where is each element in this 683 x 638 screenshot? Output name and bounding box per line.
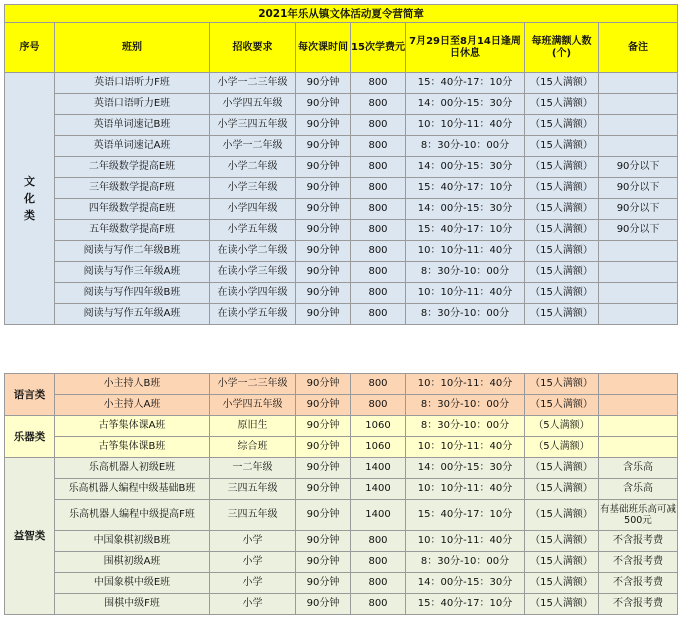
cell-time: 10：10分-11：40分 [406, 241, 525, 262]
category-puzzle: 益智类 [5, 458, 55, 615]
cell-remark: 90分以下 [599, 220, 678, 241]
header-seq: 序号 [5, 23, 55, 73]
cell-fee: 1400 [351, 500, 406, 531]
cell-requirement: 小学一二三年级 [210, 73, 296, 94]
cell-remark: 含乐高 [599, 458, 678, 479]
cell-capacity: （5人满额） [525, 437, 599, 458]
header-schedule: 7月29日至8月14日逢周日休息 [406, 23, 525, 73]
cell-duration: 90分钟 [296, 395, 351, 416]
cell-duration: 90分钟 [296, 552, 351, 573]
cell-time: 8：30分-10：00分 [406, 552, 525, 573]
cell-class: 古筝集体课B班 [55, 437, 210, 458]
cell-fee: 800 [351, 220, 406, 241]
table-row [5, 136, 678, 157]
table-row [5, 395, 678, 416]
category-culture: 文 化 类 [5, 73, 55, 325]
cell-fee: 800 [351, 241, 406, 262]
cell-duration: 90分钟 [296, 178, 351, 199]
cell-class: 小主持人A班 [55, 395, 210, 416]
cell-requirement: 小学三四五年级 [210, 115, 296, 136]
cell-class: 中国象棋初级B班 [55, 531, 210, 552]
cell-remark [599, 73, 678, 94]
cell-duration: 90分钟 [296, 416, 351, 437]
header-capacity: 每班满额人数(个) [525, 23, 599, 73]
cell-requirement: 小学 [210, 573, 296, 594]
cell-remark [599, 437, 678, 458]
cell-capacity: （15人满额） [525, 178, 599, 199]
cell-duration: 90分钟 [296, 157, 351, 178]
cell-fee: 800 [351, 594, 406, 615]
table-row [5, 531, 678, 552]
cell-capacity: （15人满额） [525, 594, 599, 615]
table-row [5, 416, 678, 437]
cell-capacity: （15人满额） [525, 531, 599, 552]
cell-fee: 800 [351, 573, 406, 594]
cell-requirement: 小学一二三年级 [210, 374, 296, 395]
header-requirement: 招收要求 [210, 23, 296, 73]
cell-class: 二年级数学提高E班 [55, 157, 210, 178]
cell-fee: 800 [351, 73, 406, 94]
cell-remark [599, 94, 678, 115]
table-row [5, 594, 678, 615]
cell-duration: 90分钟 [296, 531, 351, 552]
cell-remark [599, 283, 678, 304]
cell-capacity: （15人满额） [525, 304, 599, 325]
cell-requirement: 小学二年级 [210, 157, 296, 178]
cell-time: 10：10分-11：40分 [406, 479, 525, 500]
cell-duration: 90分钟 [296, 220, 351, 241]
cell-requirement: 小学五年级 [210, 220, 296, 241]
table-row [5, 374, 678, 395]
table-title: 2021年乐从镇文体活动夏令营简章 [5, 5, 678, 23]
cell-remark: 90分以下 [599, 157, 678, 178]
table-row [5, 178, 678, 199]
header-remark: 备注 [599, 23, 678, 73]
cell-remark: 不含报考费 [599, 531, 678, 552]
table-row [5, 283, 678, 304]
cell-duration: 90分钟 [296, 304, 351, 325]
table-row [5, 199, 678, 220]
table-row [5, 262, 678, 283]
cell-requirement: 在读小学二年级 [210, 241, 296, 262]
cell-remark: 不含报考费 [599, 573, 678, 594]
cell-requirement: 在读小学五年级 [210, 304, 296, 325]
cell-remark: 90分以下 [599, 199, 678, 220]
cell-class: 三年级数学提高F班 [55, 178, 210, 199]
table-row [5, 437, 678, 458]
cell-fee: 1400 [351, 479, 406, 500]
schedule-table-main [4, 4, 678, 325]
cell-remark [599, 241, 678, 262]
cell-fee: 1060 [351, 416, 406, 437]
cell-capacity: （15人满额） [525, 500, 599, 531]
cell-requirement: 三四五年级 [210, 479, 296, 500]
cell-capacity: （15人满额） [525, 73, 599, 94]
cell-time: 8：30分-10：00分 [406, 262, 525, 283]
cell-requirement: 在读小学四年级 [210, 283, 296, 304]
cell-requirement: 小学四五年级 [210, 395, 296, 416]
cell-time: 10：10分-11：40分 [406, 437, 525, 458]
cell-time: 10：10分-11：40分 [406, 531, 525, 552]
cell-time: 8：30分-10：00分 [406, 395, 525, 416]
cell-fee: 800 [351, 94, 406, 115]
cell-class: 围棋初级A班 [55, 552, 210, 573]
cell-remark [599, 416, 678, 437]
cell-time: 10：10分-11：40分 [406, 283, 525, 304]
table-row [5, 73, 678, 94]
cell-capacity: （15人满额） [525, 283, 599, 304]
cell-time: 10：10分-11：40分 [406, 374, 525, 395]
cell-requirement: 小学 [210, 594, 296, 615]
cell-duration: 90分钟 [296, 437, 351, 458]
cell-class: 阅读与写作二年级B班 [55, 241, 210, 262]
table-row [5, 157, 678, 178]
header-row [5, 23, 678, 73]
header-class: 班别 [55, 23, 210, 73]
cell-capacity: （15人满额） [525, 199, 599, 220]
cell-class: 五年级数学提高F班 [55, 220, 210, 241]
table-row [5, 241, 678, 262]
cell-duration: 90分钟 [296, 199, 351, 220]
cell-class: 围棋中级F班 [55, 594, 210, 615]
cell-duration: 90分钟 [296, 283, 351, 304]
cell-time: 15：40分-17：10分 [406, 500, 525, 531]
cell-requirement: 小学四五年级 [210, 94, 296, 115]
cell-duration: 90分钟 [296, 94, 351, 115]
cell-fee: 800 [351, 552, 406, 573]
table-row [5, 479, 678, 500]
cell-requirement: 小学四年级 [210, 199, 296, 220]
cell-fee: 800 [351, 115, 406, 136]
cell-requirement: 原旧生 [210, 416, 296, 437]
cell-remark [599, 374, 678, 395]
cell-capacity: （15人满额） [525, 262, 599, 283]
cell-remark: 90分以下 [599, 178, 678, 199]
cell-duration: 90分钟 [296, 374, 351, 395]
cell-class: 古筝集体课A班 [55, 416, 210, 437]
cell-remark [599, 115, 678, 136]
cell-duration: 90分钟 [296, 594, 351, 615]
cell-fee: 1400 [351, 458, 406, 479]
cell-fee: 800 [351, 395, 406, 416]
cell-class: 英语单词速记B班 [55, 115, 210, 136]
schedule-table-extra [4, 373, 678, 615]
cell-class: 英语单词速记A班 [55, 136, 210, 157]
cell-fee: 800 [351, 178, 406, 199]
cell-time: 8：30分-10：00分 [406, 136, 525, 157]
cell-requirement: 一二年级 [210, 458, 296, 479]
cell-capacity: （15人满额） [525, 395, 599, 416]
cell-time: 8：30分-10：00分 [406, 304, 525, 325]
cell-time: 14：00分-15：30分 [406, 458, 525, 479]
cell-time: 14：00分-15：30分 [406, 94, 525, 115]
cell-time: 10：10分-11：40分 [406, 115, 525, 136]
cell-class: 乐高机器人初级E班 [55, 458, 210, 479]
cell-class: 阅读与写作四年级B班 [55, 283, 210, 304]
cell-duration: 90分钟 [296, 500, 351, 531]
cell-duration: 90分钟 [296, 136, 351, 157]
cell-remark [599, 304, 678, 325]
cell-class: 阅读与写作三年级A班 [55, 262, 210, 283]
cell-duration: 90分钟 [296, 241, 351, 262]
table-row [5, 500, 678, 531]
cell-capacity: （15人满额） [525, 479, 599, 500]
cell-class: 乐高机器人编程中级提高F班 [55, 500, 210, 531]
table-row [5, 573, 678, 594]
cell-capacity: （15人满额） [525, 136, 599, 157]
cell-time: 14：00分-15：30分 [406, 199, 525, 220]
category-instrument: 乐器类 [5, 416, 55, 458]
cell-capacity: （15人满额） [525, 220, 599, 241]
cell-requirement: 在读小学三年级 [210, 262, 296, 283]
cell-remark: 不含报考费 [599, 594, 678, 615]
cell-time: 14：00分-15：30分 [406, 157, 525, 178]
cell-requirement: 综合班 [210, 437, 296, 458]
cell-fee: 800 [351, 157, 406, 178]
cell-requirement: 小学一二年级 [210, 136, 296, 157]
cell-time: 15：40分-17：10分 [406, 73, 525, 94]
cell-remark: 不含报考费 [599, 552, 678, 573]
cell-fee: 800 [351, 374, 406, 395]
cell-class: 小主持人B班 [55, 374, 210, 395]
table-row [5, 94, 678, 115]
cell-capacity: （15人满额） [525, 241, 599, 262]
cell-requirement: 小学 [210, 552, 296, 573]
cell-capacity: （5人满额） [525, 416, 599, 437]
cell-duration: 90分钟 [296, 115, 351, 136]
cell-capacity: （15人满额） [525, 573, 599, 594]
cell-time: 14：00分-15：30分 [406, 573, 525, 594]
cell-remark [599, 395, 678, 416]
cell-fee: 800 [351, 262, 406, 283]
cell-duration: 90分钟 [296, 573, 351, 594]
cell-time: 15：40分-17：10分 [406, 178, 525, 199]
cell-fee: 800 [351, 304, 406, 325]
cell-class: 乐高机器人编程中级基础B班 [55, 479, 210, 500]
cell-requirement: 小学三年级 [210, 178, 296, 199]
cell-time: 15：40分-17：10分 [406, 220, 525, 241]
table-row [5, 458, 678, 479]
table-row [5, 115, 678, 136]
cell-capacity: （15人满额） [525, 374, 599, 395]
header-duration: 每次课时间 [296, 23, 351, 73]
table-row [5, 220, 678, 241]
cell-duration: 90分钟 [296, 479, 351, 500]
cell-time: 15：40分-17：10分 [406, 594, 525, 615]
cell-capacity: （15人满额） [525, 458, 599, 479]
cell-remark [599, 136, 678, 157]
cell-fee: 800 [351, 136, 406, 157]
cell-fee: 800 [351, 199, 406, 220]
cell-requirement: 小学 [210, 531, 296, 552]
cell-duration: 90分钟 [296, 458, 351, 479]
header-fee: 15次学费元 [351, 23, 406, 73]
cell-requirement: 三四五年级 [210, 500, 296, 531]
cell-remark [599, 262, 678, 283]
cell-capacity: （15人满额） [525, 157, 599, 178]
cell-fee: 1060 [351, 437, 406, 458]
cell-remark: 含乐高 [599, 479, 678, 500]
cell-capacity: （15人满额） [525, 552, 599, 573]
cell-class: 英语口语听力E班 [55, 94, 210, 115]
category-language: 语言类 [5, 374, 55, 416]
table-row [5, 552, 678, 573]
cell-fee: 800 [351, 283, 406, 304]
cell-capacity: （15人满额） [525, 94, 599, 115]
table-row [5, 304, 678, 325]
cell-class: 四年级数学提高E班 [55, 199, 210, 220]
cell-fee: 800 [351, 531, 406, 552]
cell-capacity: （15人满额） [525, 115, 599, 136]
cell-class: 阅读与写作五年级A班 [55, 304, 210, 325]
cell-duration: 90分钟 [296, 73, 351, 94]
cell-class: 英语口语听力F班 [55, 73, 210, 94]
cell-duration: 90分钟 [296, 262, 351, 283]
cell-remark: 有基础班乐高可减500元 [599, 500, 678, 531]
cell-time: 8：30分-10：00分 [406, 416, 525, 437]
cell-class: 中国象棋中级E班 [55, 573, 210, 594]
